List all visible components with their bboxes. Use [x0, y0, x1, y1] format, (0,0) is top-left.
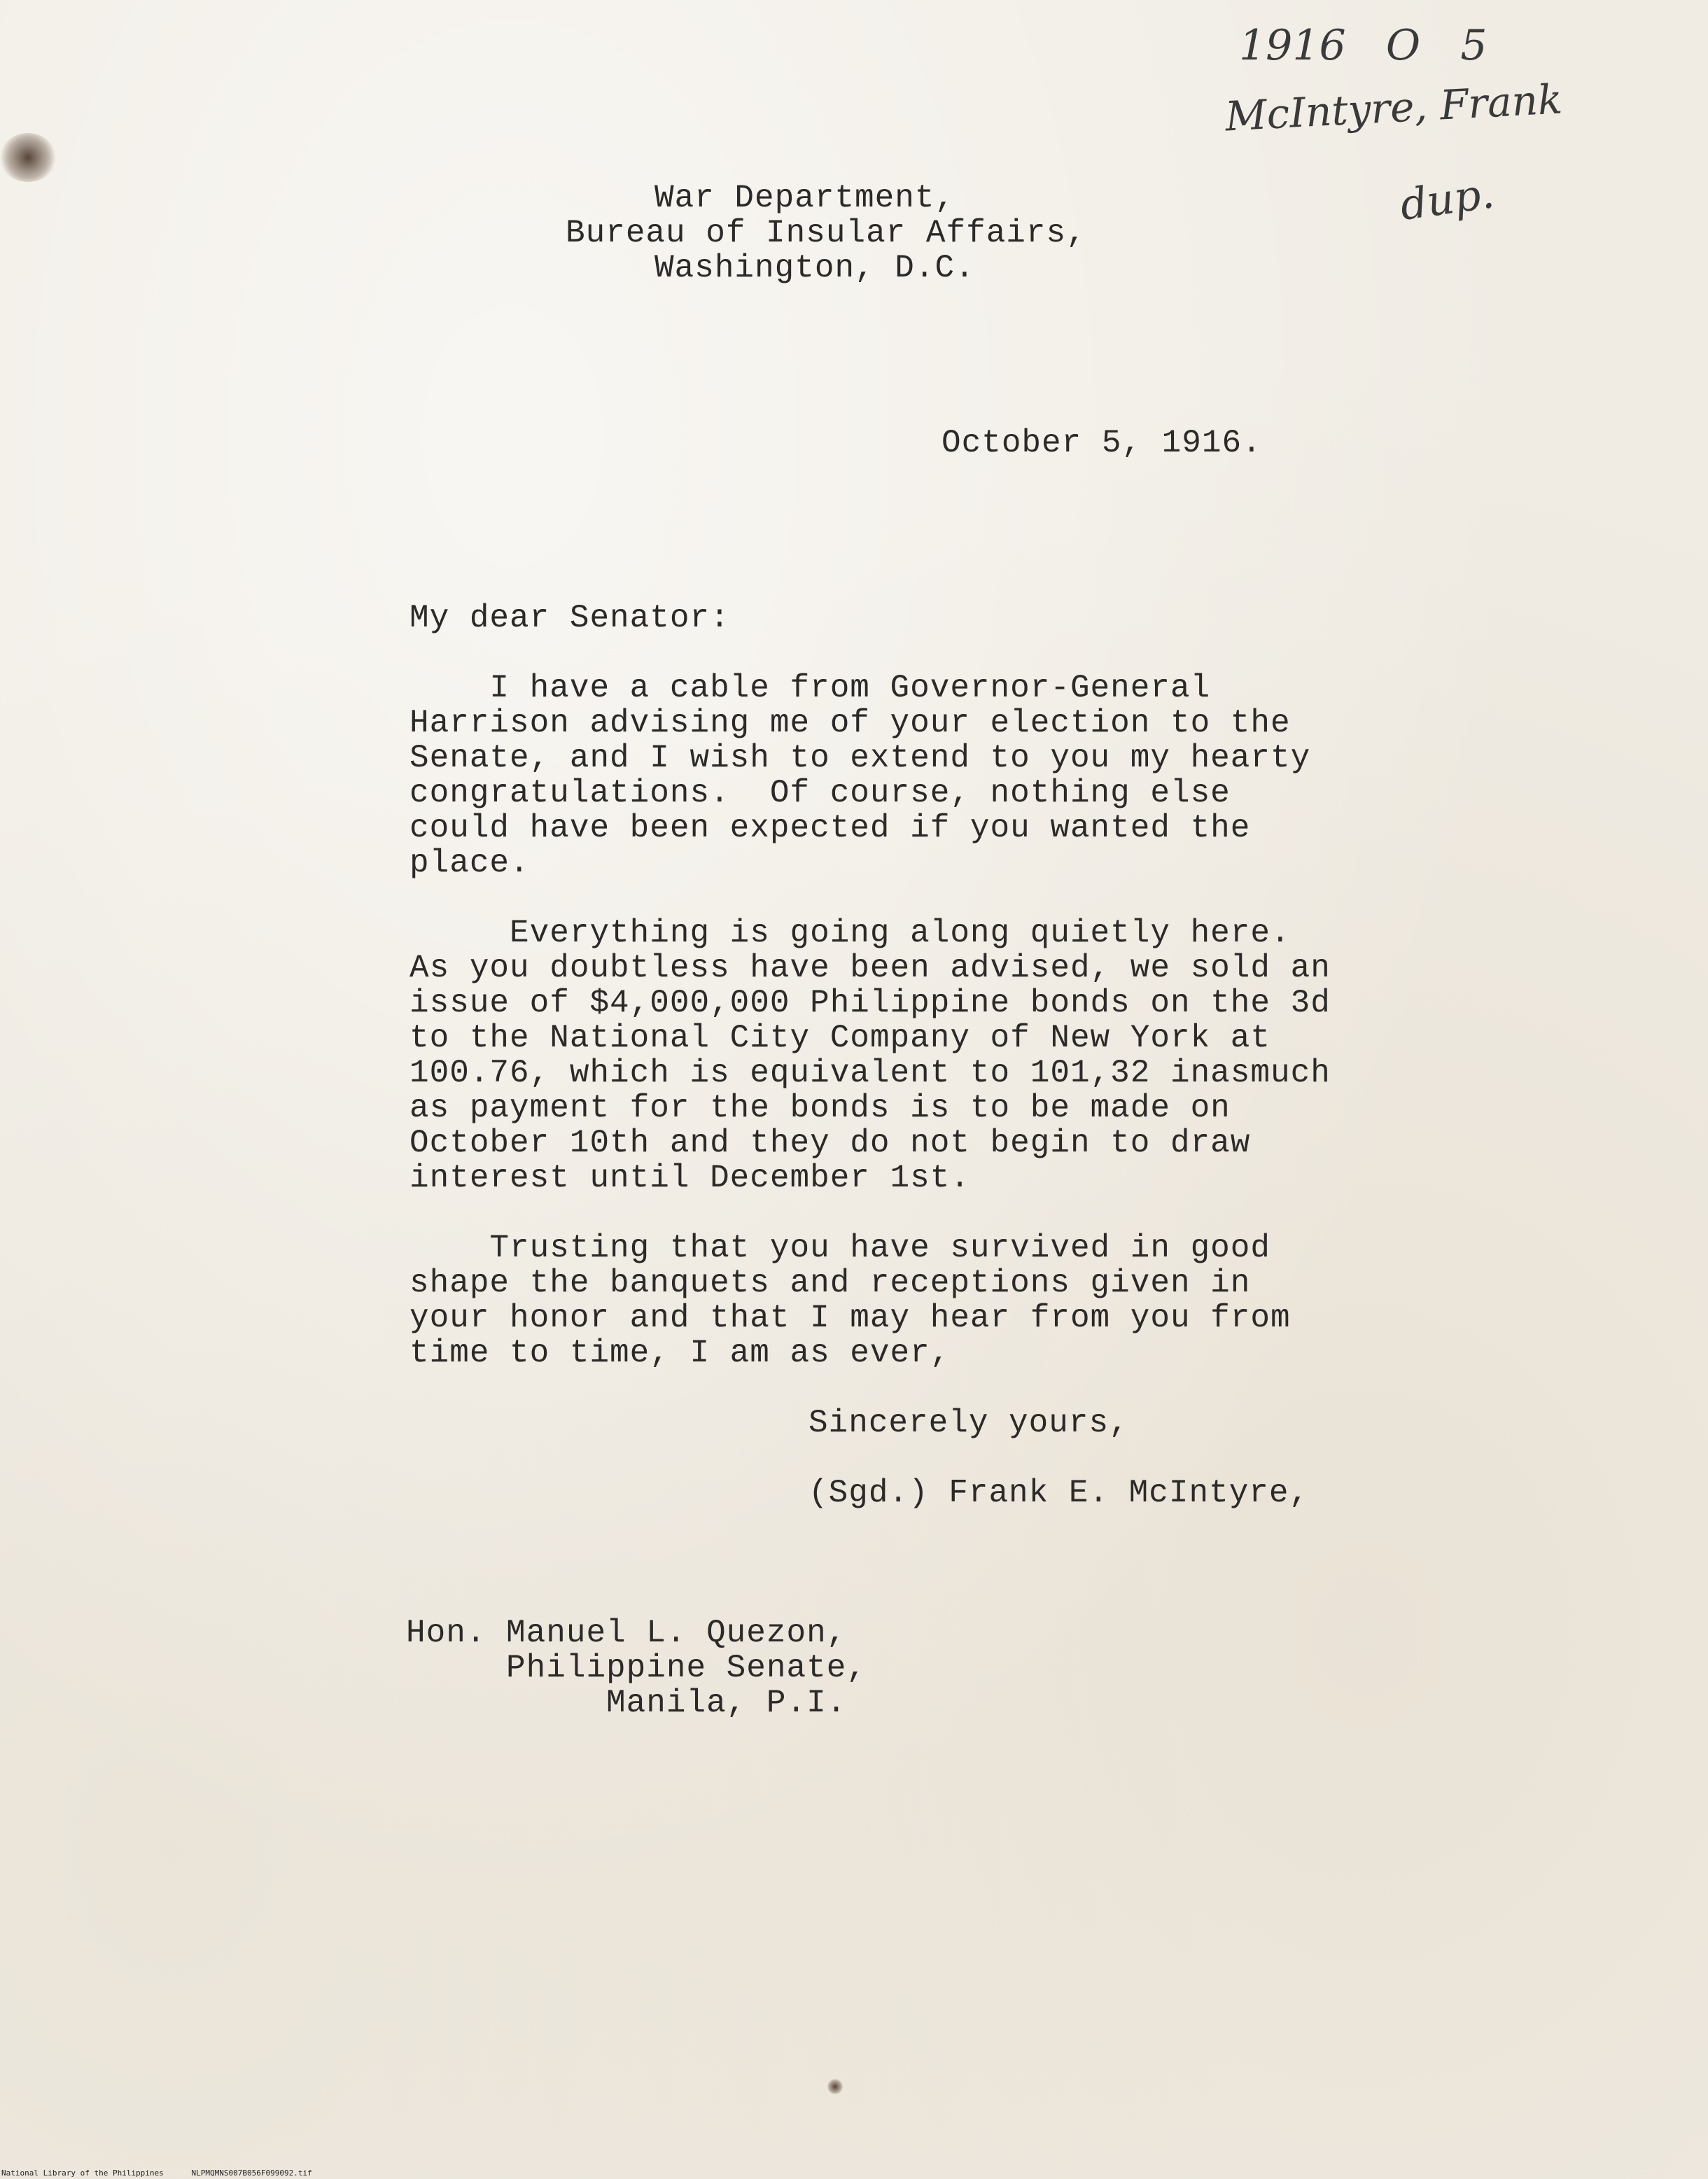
- paragraph-line: could have been expected if you wanted the: [410, 810, 1251, 846]
- paragraph-line: Everything is going along quietly here.: [410, 915, 1291, 951]
- handwritten-name: McIntyre, Frank: [1224, 75, 1564, 141]
- paragraph-line: As you doubtless have been advised, we sold an: [410, 950, 1331, 986]
- paragraph-line: I have a cable from Governor-General: [410, 670, 1211, 706]
- paragraph-line: Harrison advising me of your election to the: [410, 705, 1291, 741]
- signature: (Sgd.) Frank E. McIntyre,: [808, 1475, 1310, 1511]
- letterhead-line: Washington, D.C.: [654, 250, 975, 286]
- paragraph-line: congratulations. Of course, nothing else: [410, 775, 1231, 811]
- letter-date: October 5, 1916.: [941, 425, 1262, 461]
- paragraph-line: to the National City Company of New York at: [410, 1020, 1270, 1056]
- recipient-line: Philippine Senate,: [406, 1650, 867, 1686]
- recipient-line: Manila, P.I.: [406, 1685, 847, 1721]
- letterhead-line: Bureau of Insular Affairs,: [566, 215, 1086, 251]
- paragraph-line: 100.76, which is equivalent to 101,32 inasmuch: [410, 1055, 1331, 1091]
- recipient-line: Hon. Manuel L. Quezon,: [406, 1615, 847, 1651]
- handwritten-ref-number: 1916 O 5: [1239, 21, 1488, 70]
- salutation: My dear Senator:: [410, 600, 730, 636]
- footer-filename: NLPMQMNS007B056F099092.tif: [191, 2169, 312, 2178]
- paragraph-line: issue of $4,000,000 Philippine bonds on the 3d: [410, 985, 1331, 1021]
- handwritten-dup-note: dup.: [1396, 168, 1497, 231]
- dirt-speck: [827, 2079, 843, 2094]
- paragraph-line: place.: [410, 845, 530, 881]
- archive-footer: [1, 2169, 312, 2178]
- paragraph-line: Senate, and I wish to extend to you my hearty: [410, 740, 1311, 776]
- ink-stain: [0, 133, 56, 182]
- paragraph-line: Trusting that you have survived in good: [410, 1230, 1270, 1266]
- paragraph-line: time to time, I am as ever,: [410, 1335, 951, 1371]
- paragraph-line: October 10th and they do not begin to draw: [410, 1125, 1251, 1161]
- closing: Sincerely yours,: [808, 1405, 1129, 1441]
- paragraph-line: shape the banquets and receptions given in: [410, 1265, 1251, 1301]
- paragraph-line: interest until December 1st.: [410, 1160, 970, 1196]
- paragraph-line: your honor and that I may hear from you from: [410, 1300, 1291, 1336]
- footer-source: National Library of the Philippines: [1, 2169, 164, 2178]
- paragraph-line: as payment for the bonds is to be made on: [410, 1090, 1231, 1126]
- letterhead-line: War Department,: [654, 180, 955, 216]
